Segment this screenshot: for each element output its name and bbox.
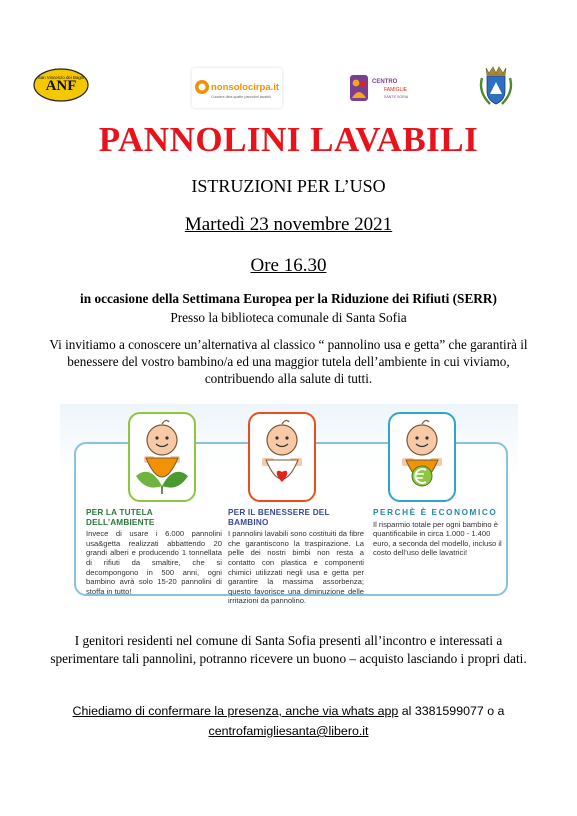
economic-text: Il risparmio totale per ogni bambino è quantificabile in circa 1.000 - 1.400 euro, a seconda del modello, incluso il costo dell’uso delle lavatrici! [373, 519, 502, 558]
wellbeing-column [228, 508, 364, 606]
environment-title: PER LA TUTELA DELL’AMBIENTE [86, 508, 155, 527]
centro-famiglie-title: CENTRO [372, 79, 398, 85]
confirm-line [0, 704, 577, 718]
centro-famiglie-small: SANTE SORIA [384, 95, 409, 99]
page-title: PANNOLINI LAVABILI [98, 120, 479, 159]
nonsolocirpa-logo-tagline: Cuocere dina quatte pannolini lavabili [211, 95, 271, 99]
event-location: Presso la biblioteca comunale di Santa Sofia [170, 310, 407, 325]
economic-baby-card [388, 412, 456, 502]
economic-column [373, 508, 507, 558]
economic-title: PERCHÈ È ECONOMICO [373, 508, 498, 517]
event-occasion: in occasione della Settimana Europea per la Riduzione dei Rifiuti (SERR) [80, 291, 497, 306]
email-line [0, 724, 577, 738]
confirm-text: Chiediamo di confermare la presenza, anche via whats app [72, 704, 399, 718]
email-link[interactable]: centrofamigliesanta@libero.it [208, 724, 369, 738]
wellbeing-baby-card [248, 412, 316, 502]
event-date: Martedì 23 novembre 2021 [184, 214, 393, 235]
baby-heart-icon [250, 414, 314, 500]
nonsolocirpa-logo [192, 68, 282, 108]
anf-logo-text: ANF [45, 78, 77, 94]
baby-euro-icon [390, 414, 454, 500]
baby-leaf-icon [130, 414, 194, 500]
anf-logo-caption: San Vincenzo dei Bagni [37, 75, 85, 80]
page-subtitle: ISTRUZIONI PER L’USO [191, 176, 386, 196]
environment-column [86, 508, 222, 596]
residents-paragraph: I genitori residenti nel comune di Santa Sofia presenti all’incontro e interessati a sperimentare tali pannolini, potranno ricevere un buono – acquisto lasciando i propri dati. [50, 633, 527, 666]
event-time: Ore 16.30 [250, 255, 327, 276]
nonsolocirpa-logo-text: nonsolocirpa.it [211, 82, 280, 93]
anf-logo [33, 68, 89, 102]
phone-text: al 3381599077 o a [398, 704, 505, 718]
environment-baby-card [128, 412, 196, 502]
centro-famiglie-sub: FAMIGLIE [384, 87, 408, 93]
wellbeing-title: PER IL BENESSERE DEL BAMBINO [228, 508, 330, 527]
environment-text: Invece di usare i 6.000 pannolini usa&getta realizzati abbattendo 20 grandi alberi e producendo 1 tonnellata di rifiuti da smaltire, che si decompongono in 500 anni, ogni bambino avrà solo 15-20 pannolini di stoffa in tutto! [86, 529, 222, 596]
municipal-crest-logo [476, 64, 516, 110]
centro-famiglie-logo [348, 72, 432, 106]
benefits-infographic [60, 404, 518, 607]
intro-paragraph: Vi invitiamo a conoscere un’alternativa al classico “ pannolino usa e getta” che garantirà il benessere del vostro bambino/a ed una maggior tutela dell’ambiente in cui viviamo, contribuendo alla salute di tutti. [49, 337, 528, 386]
wellbeing-text: I pannolini lavabili sono costituiti da fibre che garantiscono la traspirazione. La pelle dei nostri bimbi non resta a contatto con plastica e componenti chimici utilizzati negli usa e getta per garantire la massima assorbenza; questo favorisce una diminuzione delle irritazioni da pannolino. [228, 529, 364, 606]
